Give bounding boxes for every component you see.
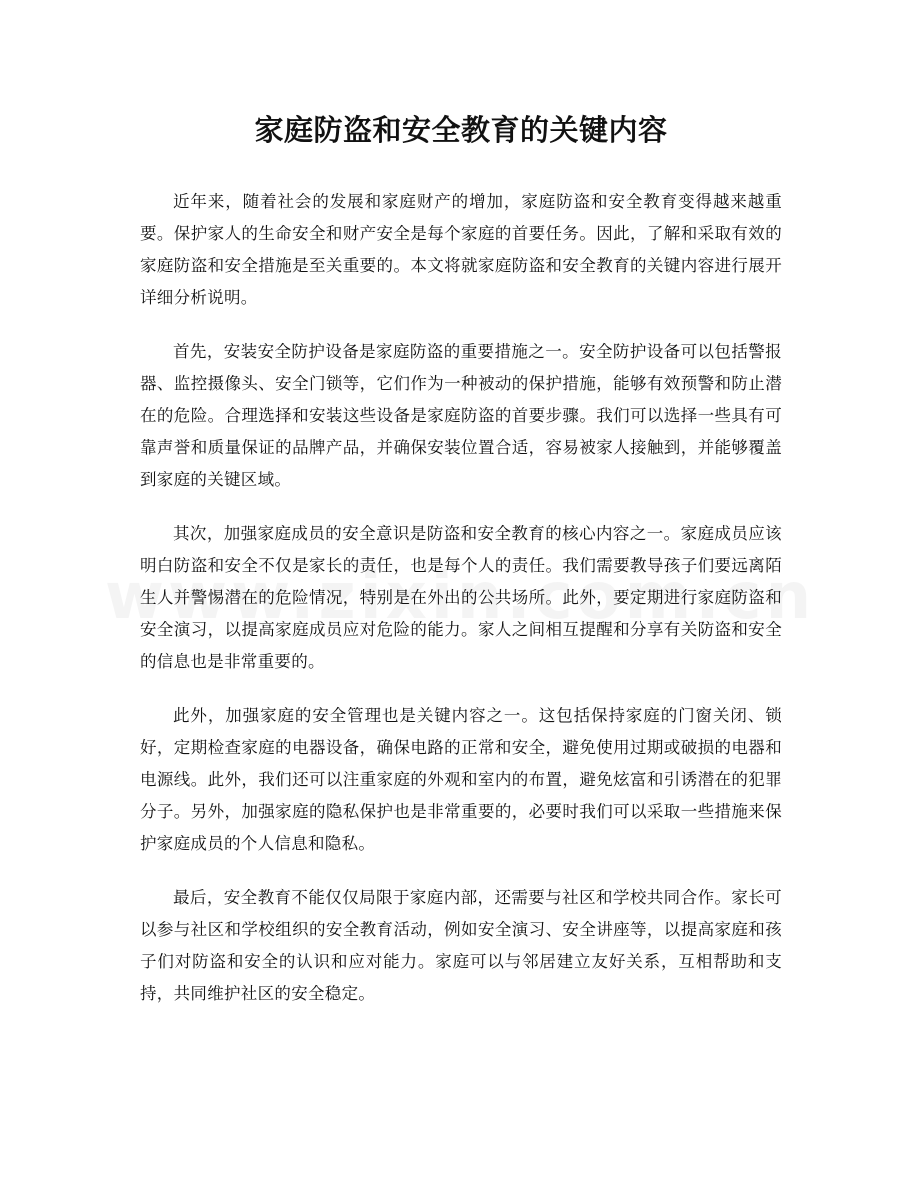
paragraph-intro: 近年来，随着社会的发展和家庭财产的增加，家庭防盗和安全教育变得越来越重要。保护家人的生命安全和财产安全是每个家庭的首要任务。因此，了解和采取有效的家庭防盗和安全措施是至关重要的。本文将就家庭防盗和安全教育的关键内容进行展开详细分析说明。 xyxy=(140,192,782,307)
paragraph-home-management: 此外，加强家庭的安全管理也是关键内容之一。这包括保持家庭的门窗关闭、锁好，定期检查家庭的电器设备，确保电路的正常和安全，避免使用过期或破损的电器和电源线。此外，我们还可以注重家庭的外观和室内的布置，避免炫富和引诱潜在的犯罪分子。另外，加强家庭的隐私保护也是非常重要的，必要时我们可以采取一些措施来保护家庭成员的个人信息和隐私。 xyxy=(140,706,782,853)
document-title: 家庭防盗和安全教育的关键内容 xyxy=(254,113,668,147)
paragraph-security-devices: 首先，安装安全防护设备是家庭防盗的重要措施之一。安全防护设备可以包括警报器、监控摄像头、安全门锁等，它们作为一种被动的保护措施，能够有效预警和防止潜在的危险。合理选择和安装这些设备是家庭防盗的首要步骤。我们可以选择一些具有可靠声誉和质量保证的品牌产品，并确保安装位置合适，容易被家人接触到，并能够覆盖到家庭的关键区域。 xyxy=(140,342,782,489)
paragraph-community-cooperation: 最后，安全教育不能仅仅局限于家庭内部，还需要与社区和学校共同合作。家长可以参与社区和学校组织的安全教育活动，例如安全演习、安全讲座等，以提高家庭和孩子们对防盗和安全的认识和应对能力。家庭可以与邻居建立友好关系，互相帮助和支持，共同维护社区的安全稳定。 xyxy=(140,888,782,1003)
paragraph-safety-awareness: 其次，加强家庭成员的安全意识是防盗和安全教育的核心内容之一。家庭成员应该明白防盗和安全不仅是家长的责任，也是每个人的责任。我们需要教导孩子们要远离陌生人并警惕潜在的危险情况，特别是在外出的公共场所。此外，要定期进行家庭防盗和安全演习，以提高家庭成员应对危险的能力。家人之间相互提醒和分享有关防盗和安全的信息也是非常重要的。 xyxy=(140,524,782,671)
